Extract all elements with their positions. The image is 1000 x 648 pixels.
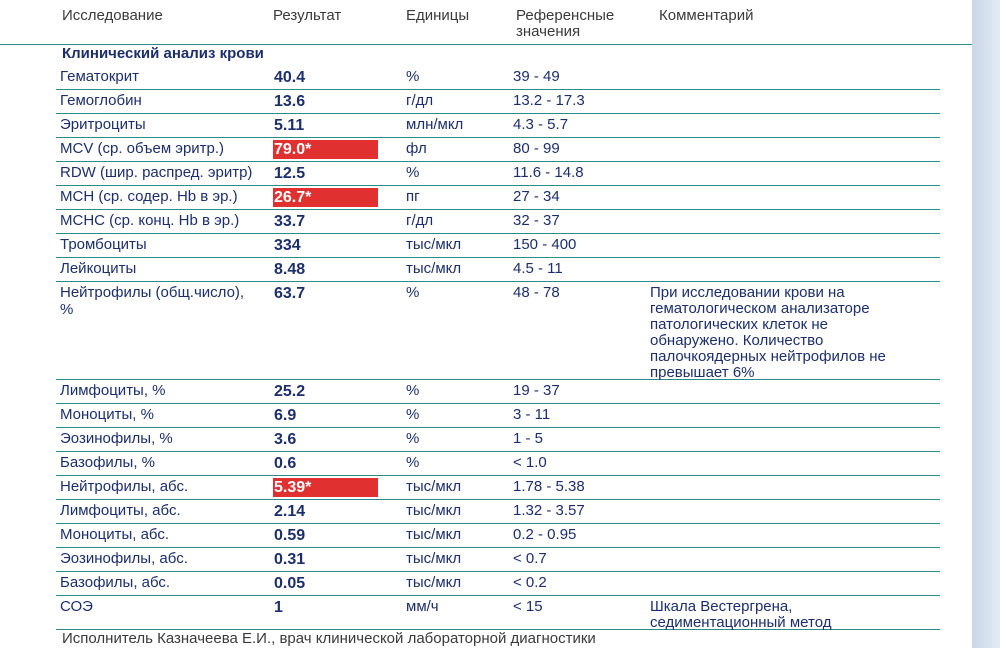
table-row [56,500,940,524]
result-value: 2.14 [274,503,306,520]
reference-range: 4.3 - 5.7 [513,116,569,133]
unit: г/дл [406,212,434,229]
test-name: Лимфоциты, абс. [60,502,181,519]
unit: % [406,68,420,85]
table-row [56,90,940,114]
result-value: 1 [274,599,283,616]
header-units: Единицы [406,7,470,24]
test-name: Гематокрит [60,68,139,85]
table-row [56,452,940,476]
reference-range: 39 - 49 [513,68,560,85]
result-value: 6.9 [274,407,297,424]
reference-range: 150 - 400 [513,236,577,253]
test-name: Эозинофилы, абс. [60,550,188,567]
table-row [56,548,940,572]
table-row [56,258,940,282]
unit: тыс/мкл [406,574,462,591]
unit: % [406,454,420,471]
reference-range: 32 - 37 [513,212,560,229]
test-name: СОЭ [60,598,93,615]
table-row [56,210,940,234]
unit: % [406,164,420,181]
header-comment: Комментарий [659,7,754,24]
table-row [56,138,940,162]
header-reference [516,8,614,40]
table-row [56,596,940,630]
reference-range: < 0.7 [513,550,547,567]
test-name: Гемоглобин [60,92,142,109]
reference-range: 4.5 - 11 [513,260,563,277]
table-row [56,162,940,186]
test-name: Эозинофилы, % [60,430,173,447]
unit: млн/мкл [406,116,464,133]
reference-range: 0.2 - 0.95 [513,526,577,543]
test-name: Тромбоциты [60,236,147,253]
test-name: Базофилы, абс. [60,574,171,591]
table-row [56,186,940,210]
test-name: Нейтрофилы (общ.число), [60,284,245,301]
table-row [56,572,940,596]
test-name: Базофилы, % [60,454,155,471]
reference-range: < 15 [513,598,543,615]
result-value: 0.59 [274,527,306,544]
reference-range: 1.32 - 3.57 [513,502,585,519]
table-row [56,114,940,138]
result-value: 40.4 [274,69,306,86]
unit: % [406,382,420,399]
reference-range: 80 - 99 [513,140,560,157]
unit: % [406,406,420,423]
reference-range: < 0.2 [513,574,547,591]
reference-range: 11.6 - 14.8 [513,164,584,181]
result-value-flagged: 79.0* [273,140,378,159]
window-edge [972,0,1000,648]
unit: тыс/мкл [406,260,462,277]
performer-note: Исполнитель Казначеева Е.И., врач клинической лабораторной диагностики [62,630,596,647]
test-name: Эритроциты [60,116,146,133]
reference-range: 27 - 34 [513,188,560,205]
test-name: Нейтрофилы, абс. [60,478,189,495]
result-value-flagged: 5.39* [273,478,378,497]
result-value: 12.5 [274,165,306,182]
unit: тыс/мкл [406,526,462,543]
table-row [56,524,940,548]
unit: фл [406,140,427,157]
header-result: Результат [273,7,342,24]
test-name: Моноциты, абс. [60,526,170,543]
result-value: 13.6 [274,93,306,110]
result-value: 0.6 [274,455,297,472]
reference-range: 1 - 5 [513,430,544,447]
comment: Шкала Вестергрена, седиментационный метод [650,598,832,631]
result-value: 63.7 [274,285,306,302]
result-value: 25.2 [274,383,306,400]
table-row [56,404,940,428]
unit: % [406,284,420,301]
reference-range: 13.2 - 17.3 [513,92,585,109]
header-reference-line1: Референсные [516,7,615,24]
test-name: MCH (ср. содер. Hb в эр.) [60,188,238,205]
header-reference-line2: значения [516,23,581,40]
unit: тыс/мкл [406,478,462,495]
test-name: MCV (ср. объем эритр.) [60,140,225,157]
test-name: Лимфоциты, % [60,382,166,399]
table-row [56,476,940,500]
result-value: 5.11 [274,117,305,134]
reference-range: 3 - 11 [513,406,551,423]
test-name-continuation: % [60,301,74,318]
table-header [0,0,972,45]
result-value: 0.05 [274,575,306,592]
test-name: Моноциты, % [60,406,154,423]
unit: тыс/мкл [406,236,462,253]
reference-range: 1.78 - 5.38 [513,478,585,495]
unit: пг [406,188,420,205]
test-name: RDW (шир. распред. эритр) [60,164,253,181]
table-row [56,282,940,380]
test-name: Лейкоциты [60,260,137,277]
table-row [56,380,940,404]
result-value: 3.6 [274,431,297,448]
table-row [56,428,940,452]
result-value: 8.48 [274,261,306,278]
section-title: Клинический анализ крови [62,45,264,62]
reference-range: 48 - 78 [513,284,560,301]
unit: мм/ч [406,598,439,615]
header-test: Исследование [62,7,163,24]
unit: г/дл [406,92,434,109]
reference-range: 19 - 37 [513,382,560,399]
reference-range: < 1.0 [513,454,547,471]
table-row [56,234,940,258]
test-name: MCHC (ср. конц. Hb в эр.) [60,212,240,229]
result-value: 33.7 [274,213,306,230]
result-value: 0.31 [274,551,306,568]
unit: тыс/мкл [406,550,462,567]
result-value: 334 [274,237,301,254]
unit: тыс/мкл [406,502,462,519]
comment: При исследовании крови на гематологическом анализаторе патологических клеток не обнаружено. Количество палочкоядерных нейтрофилов не превышает 6% [650,284,886,381]
table-row [56,66,940,90]
unit: % [406,430,420,447]
result-value-flagged: 26.7* [273,188,378,207]
